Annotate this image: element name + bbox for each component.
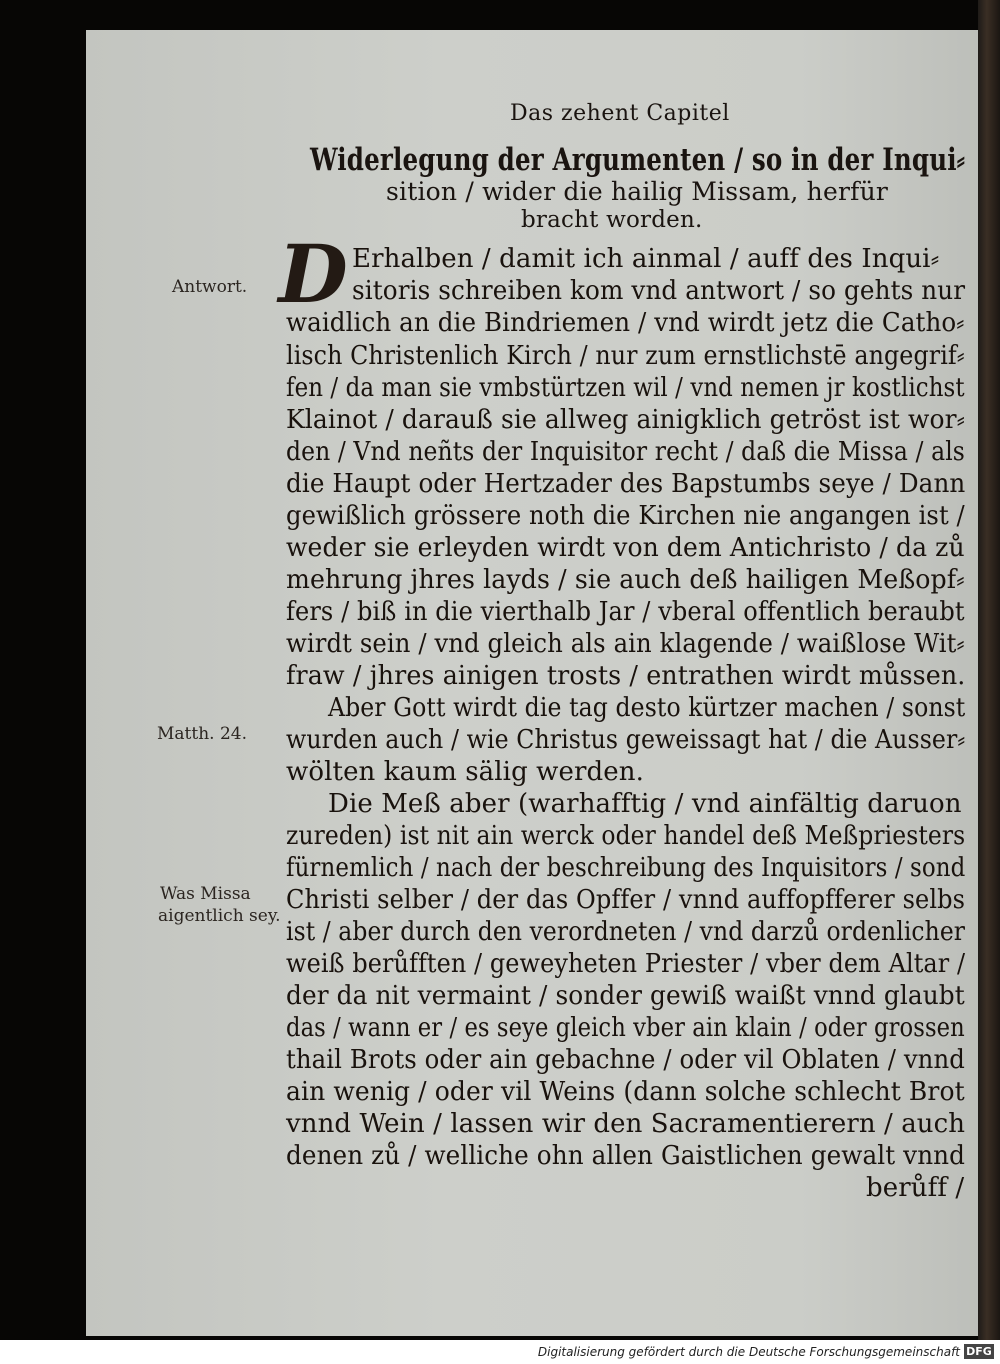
text-line: Klainot / darauß sie allweg ainigklich getröst ist wor⸗ <box>286 405 966 435</box>
chapter-title-line-1: Widerlegung der Argumenten / so in der Inqui⸗ <box>310 142 966 178</box>
text-line: wirdt sein / vnd gleich als ain klagende / waißlose Wit⸗ <box>286 629 965 659</box>
text-line: denen zů / welliche ohn allen Gaistlichen gewalt vnnd <box>286 1141 966 1171</box>
text-line: vnnd Wein / lassen wir den Sacramentierern / auch <box>286 1109 966 1139</box>
text-line: weiß berůfften / geweyheten Priester / vber dem Altar / <box>286 949 966 979</box>
text-line: sitoris schreiben kom vnd antwort / so gehts nur <box>352 276 966 306</box>
catchword: berůff / <box>866 1173 965 1203</box>
text-line: fen / da man sie vmbstürtzen wil / vnd nemen jr kostlichst <box>286 373 965 403</box>
running-head: Das zehent Capitel <box>510 101 730 126</box>
text-line: fraw / jhres ainigen trosts / entrathen wirdt můssen. <box>286 661 966 691</box>
book-edge <box>978 0 1000 1340</box>
text-line: Die Meß aber (warhafftig / vnd ainfältig daruon <box>328 789 962 819</box>
text-line: wölten kaum sälig werden. <box>286 757 644 787</box>
dfg-logo: DFG <box>964 1344 994 1359</box>
text-line: fürnemlich / nach der beschreibung des Inquisitors / sond <box>286 853 966 883</box>
text-line: weder sie erleyden wirdt von dem Antichristo / da zů <box>286 533 965 563</box>
margin-note-antwort: Antwort. <box>172 277 248 297</box>
chapter-title-line-2: sition / wider die hailig Missam, herfür <box>386 177 889 206</box>
footer-credit: Digitalisierung gefördert durch die Deutsche Forschungsgemeinschaft <box>537 1345 960 1359</box>
text-line: Christi selber / der das Opffer / vnnd auffopfferer selbs <box>286 885 966 915</box>
text-line: zureden) ist nit ain werck oder handel deß Meßpriesters <box>286 821 966 851</box>
text-line: das / wann er / es seye gleich vber ain klain / oder grossen <box>286 1013 965 1043</box>
margin-note-matth: Matth. 24. <box>157 724 247 744</box>
chapter-title-line-3: bracht worden. <box>521 207 703 233</box>
text-line: thail Brots oder ain gebachne / oder vil Oblaten / vnnd <box>286 1045 965 1075</box>
text-line: ain wenig / oder vil Weins (dann solche schlecht Brot <box>286 1077 965 1107</box>
margin-note-missa-1: Was Missa <box>160 884 251 904</box>
text-line: der da nit vermaint / sonder gewiß waißt vnnd glaubt <box>286 981 965 1011</box>
text-line: den / Vnd neñts der Inquisitor recht / daß die Missa / als <box>286 437 965 467</box>
margin-note-missa-2: aigentlich sey. <box>158 906 281 926</box>
text-line: fers / biß in die vierthalb Jar / vberal offentlich beraubt <box>286 597 965 627</box>
text-line: gewißlich grössere noth die Kirchen nie angangen ist / <box>286 501 965 531</box>
text-line: wurden auch / wie Christus geweissagt hat / die Ausser⸗ <box>286 725 966 755</box>
text-line: die Haupt oder Hertzader des Bapstumbs seye / Dann <box>286 469 966 499</box>
text-line: lisch Christenlich Kirch / nur zum ernstlichstē angegrif⸗ <box>286 341 965 371</box>
decorated-initial: D <box>278 227 348 321</box>
text-line: waidlich an die Bindriemen / vnd wirdt jetz die Catho⸗ <box>286 308 965 338</box>
text-line: ist / aber durch den verordneten / vnd darzů ordenlicher <box>286 917 966 947</box>
text-line: mehrung jhres layds / sie auch deß hailigen Meßopf⸗ <box>286 565 965 595</box>
text-line: Erhalben / damit ich ainmal / auff des Inqui⸗ <box>352 244 940 274</box>
text-line: Aber Gott wirdt die tag desto kürtzer machen / sonst <box>328 693 966 723</box>
